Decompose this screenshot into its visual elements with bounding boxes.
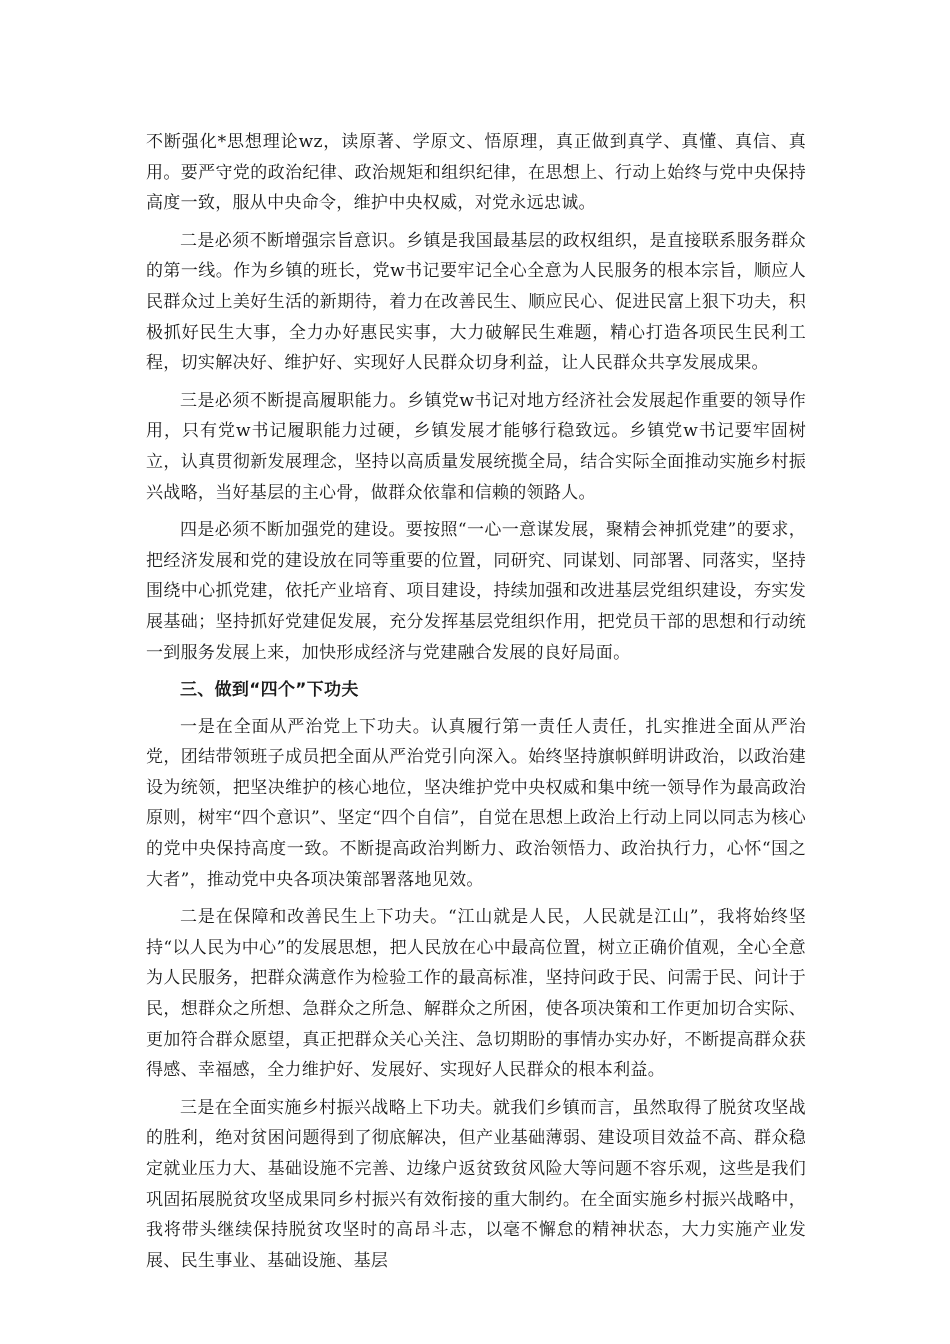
paragraph-duty-ability: 三是必须不断提高履职能力。乡镇党w书记对地方经济社会发展起作重要的领导作用，只有党w书记履职能力过硬，乡镇发展才能够行稳致远。乡镇党w书记要牢固树立，认真贯彻新发展理念，坚持以高质量发展统揽全局，结合实际全面推动实施乡村振兴战略，当好基层的主心骨，做群众依靠和信赖的领路人。 — [146, 390, 806, 503]
paragraph-continued: 不断强化*思想理论wz，读原著、学原文、悟原理，真正做到真学、真懂、真信、真用。要严守党的政治纪律、政治规矩和组织纪律，在思想上、行动上始终与党中央保持高度一致，服从中央命令，维护中央权威，对党永远忠诚。 — [146, 132, 806, 214]
paragraph-rural-revitalization: 三是在全面实施乡村振兴战略上下功夫。就我们乡镇而言，虽然取得了脱贫攻坚战的胜利，绝对贫困问题得到了彻底解决，但产业基础薄弱、建设项目效益不高、群众稳定就业压力大、基础设施不完善、边缘户返贫致贫风险大等问题不容乐观，这些是我们巩固拓展脱贫攻坚成果同乡村振兴有效衔接的重大制约。在全面实施乡村振兴战略中，我将带头继续保持脱贫攻坚时的高昂斗志，以毫不懈怠的精神状态，大力实施产业发展、民生事业、基础设施、基层 — [146, 1097, 806, 1271]
paragraph-purpose-awareness: 二是必须不断增强宗旨意识。乡镇是我国最基层的政权组织，是直接联系服务群众的第一线。作为乡镇的班长，党w书记要牢记全心全意为人民服务的根本宗旨，顺应人民群众过上美好生活的新期待，着力在改善民生、顺应民心、促进民富上狠下功夫，积极抓好民生大事，全力办好惠民实事，大力破解民生难题，精心打造各项民生民利工程，切实解决好、维护好、实现好人民群众切身利益，让人民群众共享发展成果。 — [146, 230, 806, 374]
document-page — [146, 127, 806, 1283]
section-heading: 三、做到“四个”下功夫 — [180, 680, 359, 701]
paragraph-strict-governance: 一是在全面从严治党上下功夫。认真履行第一责任人责任，扎实推进全面从严治党，团结带领班子成员把全面从严治党引向深入。始终坚持旗帜鲜明讲政治，以政治建设为统领，把坚决维护的核心地位，坚决维护党中央权威和集中统一领导作为最高政治原则，树牢“四个意识”、坚定“四个自信”，自觉在思想上政治上行动上同以同志为核心的党中央保持高度一致。不断提高政治判断力、政治领悟力、政治执行力，心怀“国之大者”，推动党中央各项决策部署落地见效。 — [146, 716, 806, 890]
paragraph-party-building: 四是必须不断加强党的建设。要按照“一心一意谋发展，聚精会神抓党建”的要求，把经济发展和党的建设放在同等重要的位置，同研究、同谋划、同部署、同落实，坚持围绕中心抓党建，依托产业培育、项目建设，持续加强和改进基层党组织建设，夯实发展基础；坚持抓好党建促发展，充分发挥基层党组织作用，把党员干部的思想和行动统一到服务发展上来，加快形成经济与党建融合发展的良好局面。 — [146, 520, 806, 663]
paragraph-livelihood: 二是在保障和改善民生上下功夫。“江山就是人民，人民就是江山”，我将始终坚持“以人民为中心”的发展思想，把人民放在心中最高位置，树立正确价值观，全心全意为人民服务，把群众满意作为检验工作的最高标准，坚持问政于民、问需于民、问计于民，想群众之所想、急群众之所急、解群众之所困，使各项决策和工作更加切合实际、更加符合群众愿望，真正把群众关心关注、急切期盼的事情办实办好，不断提高群众获得感、幸福感，全力维护好、发展好、实现好人民群众的根本利益。 — [146, 907, 806, 1081]
